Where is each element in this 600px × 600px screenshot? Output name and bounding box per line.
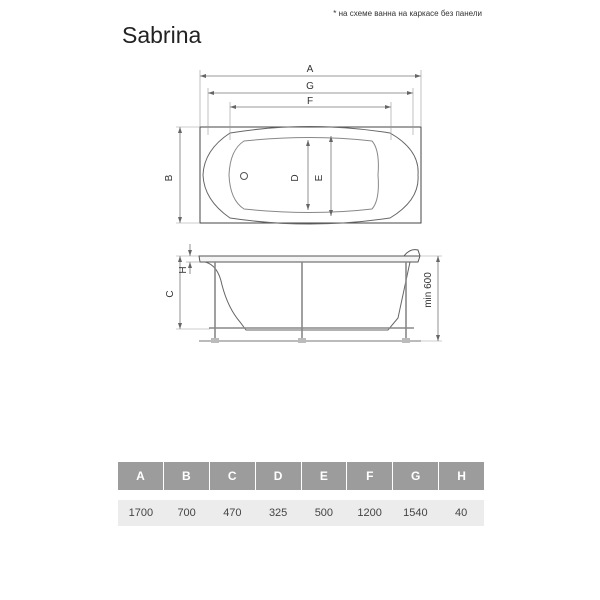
table-value-b: 700 <box>177 507 196 519</box>
product-title: Sabrina <box>122 22 202 48</box>
table-header-row <box>118 462 484 490</box>
dim-label-a: A <box>306 64 314 75</box>
frame-note: * на схеме ванна на каркасе без панели <box>333 9 482 18</box>
dim-label-e: E <box>314 174 325 182</box>
table-header-d: D <box>256 462 302 490</box>
table-header-h: H <box>457 469 466 483</box>
table-header-b: B <box>164 462 210 490</box>
dim-label-d: D <box>290 174 301 182</box>
table-value-f: 1200 <box>357 507 382 519</box>
dimensions-table <box>118 462 484 526</box>
table-header-a: A <box>118 462 164 490</box>
table-header-g: G <box>393 462 439 490</box>
table-value-d: 325 <box>268 507 288 519</box>
table-value-e: 500 <box>314 507 334 519</box>
side-view <box>176 244 442 341</box>
dim-label-f: F <box>306 96 314 107</box>
side-tub-body <box>205 262 410 330</box>
headrest-bump <box>404 250 420 256</box>
table-value-a: 1700 <box>128 507 154 519</box>
dim-label-min-height: min 600 <box>423 272 434 308</box>
table-value-c: 470 <box>223 507 242 519</box>
table-header-f: F <box>347 462 393 490</box>
table-value-row <box>118 500 484 526</box>
side-rim <box>199 256 420 262</box>
dim-label-h: H <box>178 266 189 274</box>
table-header-c: C <box>210 462 256 490</box>
dim-label-g: G <box>306 81 314 92</box>
table-value-g: 1540 <box>403 507 428 519</box>
dim-label-b: B <box>164 174 175 182</box>
dim-label-c: C <box>165 290 176 298</box>
tub-rim-outline <box>200 127 421 223</box>
table-header-e: E <box>302 462 348 490</box>
table-value-h: 40 <box>455 507 468 519</box>
